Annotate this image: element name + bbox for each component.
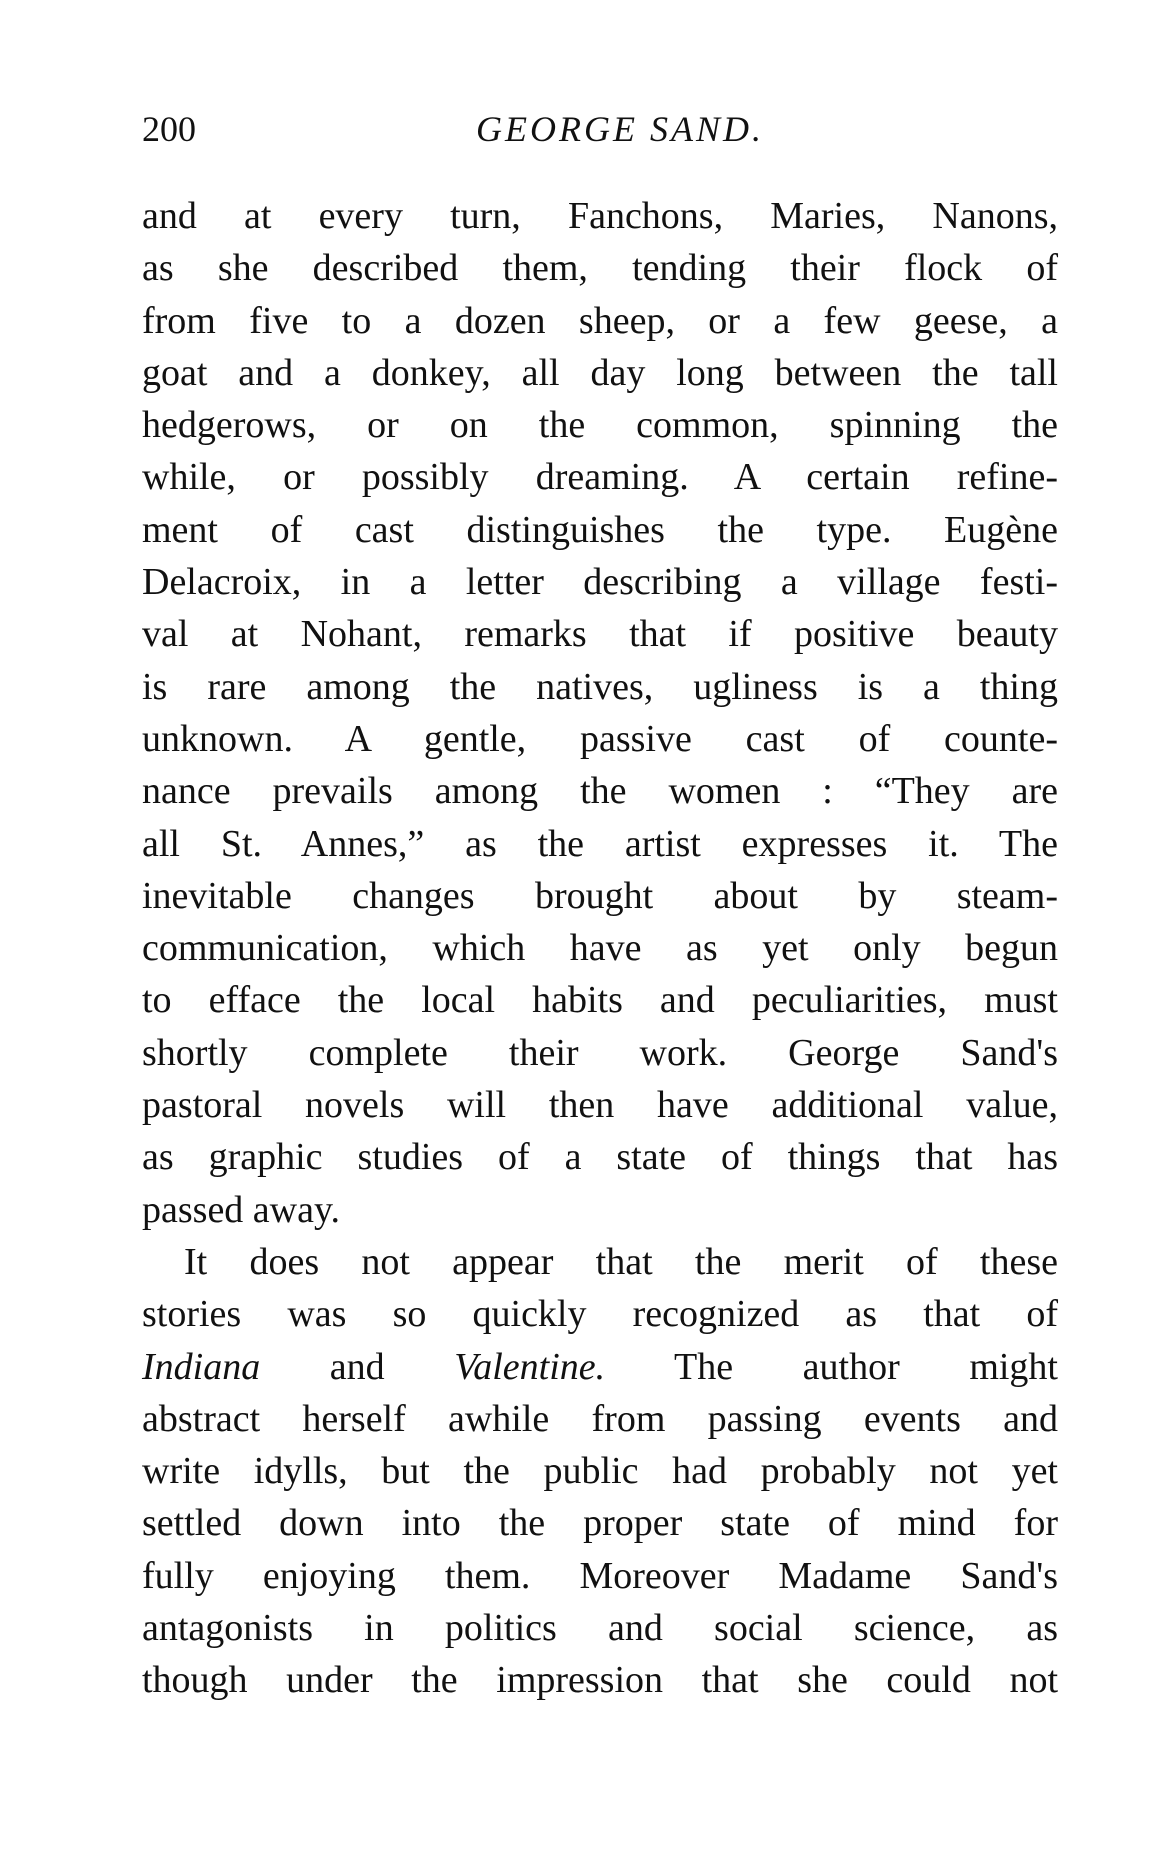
text-line: abstract herself awhile from passing events and	[142, 1397, 1058, 1440]
text-line: antagonists in politics and social science, as	[142, 1607, 1058, 1650]
text-line: all St. Annes,” as the artist expresses it. The	[142, 822, 1058, 865]
text-line: settled down into the proper state of mind for	[142, 1502, 1058, 1545]
text-line: and at every turn, Fanchons, Maries, Nanons,	[142, 195, 1058, 237]
text-line: It does not appear that the merit of these	[184, 1240, 1058, 1283]
text-segment: The author might	[605, 1345, 1058, 1388]
text-line: from five to a dozen sheep, or a few geese, a	[142, 299, 1058, 342]
running-title: GEORGE SAND.	[476, 109, 764, 149]
text-line: fully enjoying them. Moreover Madame Sand's	[142, 1554, 1058, 1597]
text-line: hedgerows, or on the common, spinning the	[142, 404, 1058, 447]
text-line: unknown. A gentle, passive cast of counte-	[142, 717, 1058, 760]
text-line: goat and a donkey, all day long between the tall	[142, 351, 1058, 394]
text-line: val at Nohant, remarks that if positive beauty	[142, 613, 1058, 656]
body-text	[142, 190, 1058, 1707]
text-line: stories was so quickly recognized as that of	[142, 1293, 1058, 1336]
text-line: Delacroix, in a letter describing a village festi-	[142, 561, 1058, 604]
text-line: as graphic studies of a state of things that has	[142, 1136, 1058, 1179]
book-title-valentine: Valentine.	[454, 1345, 606, 1388]
page-number: 200	[142, 109, 196, 149]
text-line: write idylls, but the public had probably not yet	[142, 1450, 1058, 1493]
text-line: nance prevails among the women : “They are	[142, 770, 1058, 813]
text-line: to efface the local habits and peculiarities, must	[142, 979, 1058, 1022]
text-line: is rare among the natives, ugliness is a thing	[142, 665, 1058, 708]
text-line: inevitable changes brought about by steam-	[142, 874, 1058, 917]
text-line: passed away.	[142, 1188, 341, 1231]
running-header	[142, 108, 1058, 152]
text-line: as she described them, tending their flock of	[142, 247, 1058, 290]
text-line: while, or possibly dreaming. A certain refine-	[142, 456, 1058, 499]
text-line: shortly complete their work. George Sand's	[142, 1031, 1058, 1074]
text-line: though under the impression that she could not	[142, 1659, 1058, 1702]
text-line: ment of cast distinguishes the type. Eugène	[142, 508, 1058, 551]
book-title-indiana: Indiana	[142, 1345, 261, 1388]
text-line: pastoral novels will then have additional value,	[142, 1084, 1058, 1127]
text-segment: and	[260, 1345, 455, 1388]
text-line	[142, 1341, 1058, 1393]
text-line: communication, which have as yet only begun	[142, 927, 1058, 970]
